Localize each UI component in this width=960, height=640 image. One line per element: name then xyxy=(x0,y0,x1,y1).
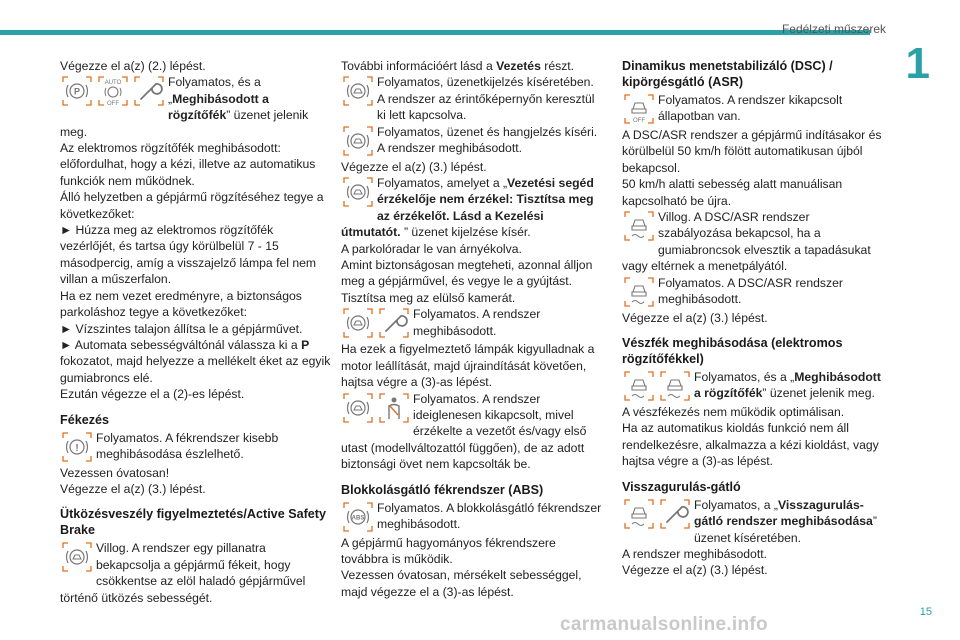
entry-text: Villog. A rendszer egy pillanatra bekapcsolja a gépjármű fékeit, hogy csökkentse az elöl haladó gépjárművel történő ütközés sebességét. xyxy=(60,541,306,605)
entry-text-bold: Meghibásodott a rögzítőfék xyxy=(694,370,881,401)
warning-entry xyxy=(60,430,332,465)
entry-text-suffix: ” üzenet jelenik meg. xyxy=(762,386,875,401)
entry-text: Folyamatos. A rendszer meghibásodott. xyxy=(413,307,541,338)
warning-entry xyxy=(622,92,884,127)
auto-off-icon xyxy=(96,74,130,108)
paragraph: 50 km/h alatti sebesség alatt manuálisan kapcsolható be újra. xyxy=(622,177,843,208)
parking-brake-warning-icon xyxy=(60,74,94,108)
paragraph: Az elektromos rögzítőfék meghibásodott: előfordulhat, hogy a kézi, illetve az automatikus funkciók nem működnek. xyxy=(60,141,316,188)
svg-text:ABS: ABS xyxy=(351,515,365,522)
warning-entry xyxy=(341,391,603,473)
warning-entry xyxy=(341,124,603,159)
entry-text-prefix: Folyamatos, a „ xyxy=(694,497,778,512)
driving-aid-icon xyxy=(341,306,375,340)
paragraph xyxy=(341,58,603,74)
entry-text: Folyamatos. A fékrendszer kisebb meghibásodása észlelhető. xyxy=(96,430,279,461)
text-bold: Vezetés xyxy=(496,59,541,73)
paragraph: Ezután végezze el a (2)-es lépést. xyxy=(60,387,245,402)
skidding-car-icon xyxy=(622,209,656,243)
entry-text: Folyamatos. A rendszer kikapcsolt állapotban van. xyxy=(658,93,843,124)
paragraph: Amint biztonságosan megteheti, azonnal álljon meg a gépjárművel, és vegye le a gyújtást. xyxy=(341,258,593,289)
paragraph: Végezze el a(z) (2.) lépést. xyxy=(60,59,206,73)
paragraph: Tisztítsa meg az elülső kamerát. xyxy=(341,290,516,305)
instruction-step xyxy=(60,337,332,386)
driving-aid-icon xyxy=(341,74,375,108)
text-prefix: További információért lásd a xyxy=(341,59,497,73)
paragraph: Végezze el a(z) (3.) lépést. xyxy=(341,159,487,174)
chapter-number: 1 xyxy=(905,39,930,88)
svg-text:OFF: OFF xyxy=(107,101,119,108)
paragraph: Végezze el a(z) (3.) lépést. xyxy=(60,481,206,496)
entry-text: Folyamatos. A rendszer ideiglenesen kikapcsolt, mivel érzékelte a vezetőt és/vagy első utast (modellváltozattól függően), de az adott biztonsági övet nem kapcsolták be. xyxy=(341,391,587,472)
svg-text:AUTO: AUTO xyxy=(104,80,122,87)
warning-entry xyxy=(341,74,603,123)
paragraph: Vezessen óvatosan, mérsékelt sebességgel, majd végezze el a (3)-as lépést. xyxy=(341,568,582,599)
instruction-step: ► Vízszintes talajon állítsa le a gépjárművet. xyxy=(60,321,303,336)
warning-entry xyxy=(622,369,884,404)
heading-abs: Blokkolásgátló fékrendszer (ABS) xyxy=(341,482,544,497)
warning-entry xyxy=(60,74,332,140)
header-accent-bar xyxy=(0,30,870,35)
entry-text-suffix: ” üzenet kijelzése kísér. xyxy=(400,225,531,240)
entry-text: Folyamatos. A DSC/ASR rendszer meghibásodott. xyxy=(658,275,843,307)
entry-text: Folyamatos, üzenet és hangjelzés kíséri. A rendszer meghibásodott. xyxy=(377,124,598,156)
seatbelt-icon xyxy=(377,391,411,425)
warning-entry xyxy=(341,175,603,241)
entry-text-bold: Visszagurulás-gátló rendszer meghibásodása xyxy=(694,497,873,529)
heading-utkozes: Ütközésveszély figyelmeztetés/Active Safety Brake xyxy=(60,507,326,538)
page-number: 15 xyxy=(919,606,932,618)
text-suffix: részt. xyxy=(540,59,575,73)
section-title: Fedélzeti műszerek xyxy=(781,22,886,36)
column-3 xyxy=(622,58,884,579)
entry-text-suffix: ” üzenet jelenik meg. xyxy=(60,108,309,139)
step-text-suffix: fokozatot, majd helyezze a mellékelt éket az egyik gumiabroncs elé. xyxy=(60,354,331,385)
skidding-car-icon xyxy=(622,369,656,403)
paragraph: Ha ez nem vezet eredményre, a biztonságos parkoláshoz tegye a következőket: xyxy=(60,288,302,320)
entry-text-suffix: ” üzenet kíséretében. xyxy=(694,514,877,545)
entry-text: Folyamatos, üzenetkijelzés kíséretében. A rendszer az érintőképernyőn keresztül ki lett kapcsolva. xyxy=(377,75,595,123)
step-text-bold: P xyxy=(301,337,310,352)
paragraph: A rendszer meghibásodott. xyxy=(622,546,767,561)
svg-text:!: ! xyxy=(75,442,79,454)
entry-text-prefix: Folyamatos, amelyet a „ xyxy=(377,176,508,191)
wrench-icon xyxy=(132,74,166,108)
entry-text-bold: Meghibásodott a rögzítőfék xyxy=(168,91,269,123)
heading-visszagurulas: Visszagurulás-gátló xyxy=(622,479,741,494)
paragraph: A DSC/ASR rendszer a gépjármű indításakor és körülbelül 50 km/h fölött automatikusan újból bekapcsol. xyxy=(622,128,882,175)
svg-text:OFF: OFF xyxy=(633,118,645,124)
entry-text-prefix: Folyamatos, és a „ xyxy=(168,75,261,106)
heading-fekezes: Fékezés xyxy=(60,412,110,427)
paragraph: Álló helyzetben a gépjármű rögzítéséhez tegye a következőket: xyxy=(60,190,324,221)
column-2 xyxy=(341,58,603,600)
paragraph: Végezze el a(z) (3.) lépést. xyxy=(622,563,768,578)
heading-veszfek: Vészfék meghibásodása (elektromos rögzítőfékkel) xyxy=(622,336,843,367)
driving-aid-icon xyxy=(341,391,375,425)
warning-entry xyxy=(622,209,884,275)
warning-entry xyxy=(60,540,332,606)
heading-dsc-asr: Dinamikus menetstabilizáló (DSC) / kipörgésgátló (ASR) xyxy=(622,59,833,89)
collision-warning-icon xyxy=(60,540,94,574)
paragraph: Végezze el a(z) (3.) lépést. xyxy=(622,310,768,325)
driving-aid-icon xyxy=(341,124,375,158)
entry-text-prefix: Folyamatos, és a „ xyxy=(694,370,795,385)
entry-text: Folyamatos. A blokkolásgátló fékrendszer meghibásodott. xyxy=(377,500,602,531)
warning-entry xyxy=(622,275,884,310)
watermark: carmanualsonline.info xyxy=(560,614,768,635)
wrench-icon xyxy=(658,497,692,531)
abs-icon xyxy=(341,500,375,534)
driving-aid-icon xyxy=(341,175,375,209)
skidding-car-icon xyxy=(622,275,656,309)
brake-warning-icon xyxy=(60,430,94,464)
step-text-prefix: ► Automata sebességváltónál válassza ki a xyxy=(60,337,302,352)
warning-entry xyxy=(622,497,884,546)
wrench-icon xyxy=(377,306,411,340)
entry-text: Villog. A DSC/ASR rendszer szabályozása bekapcsol, ha a gumiabroncsok elvesztik a tapadásukat vagy eltérnek a menetpályától. xyxy=(622,210,871,274)
paragraph: A parkolóradar le van árnyékolva. xyxy=(341,241,522,256)
svg-text:P: P xyxy=(73,86,81,97)
dsc-off-icon xyxy=(622,92,656,126)
paragraph: A vészfékezés nem működik optimálisan. xyxy=(622,405,845,420)
skidding-car-icon xyxy=(622,497,656,531)
warning-entry xyxy=(341,500,603,535)
entry-text-bold: Vezetési segéd érzékelője nem érzékel: Tisztítsa meg az érzékelőt. Lásd a Kezelési útmutatót. xyxy=(341,176,594,240)
warning-entry xyxy=(341,306,603,341)
instruction-step: ► Húzza meg az elektromos rögzítőfék vezérlőjét, és tartsa úgy körülbelül 7 - 15 másodpercig, amíg a visszajelző lámpa fel nem villan a műszerfalon. xyxy=(60,223,317,287)
skidding-car-icon xyxy=(658,369,692,403)
paragraph: Ha ezek a figyelmeztető lámpák kigyulladnak a motor leállítását, majd újraindítását követően, hajtsa végre a (3)-as lépést. xyxy=(341,342,595,390)
paragraph: Ha az automatikus kioldás funkció nem áll rendelkezésre, alkalmazza a kézi kioldást, vagy hajtsa végre a (3)-as lépést. xyxy=(622,421,879,469)
paragraph: A gépjármű hagyományos fékrendszere továbbra is működik. xyxy=(341,535,556,566)
column-1 xyxy=(60,58,332,606)
paragraph: Vezessen óvatosan! xyxy=(60,465,170,480)
